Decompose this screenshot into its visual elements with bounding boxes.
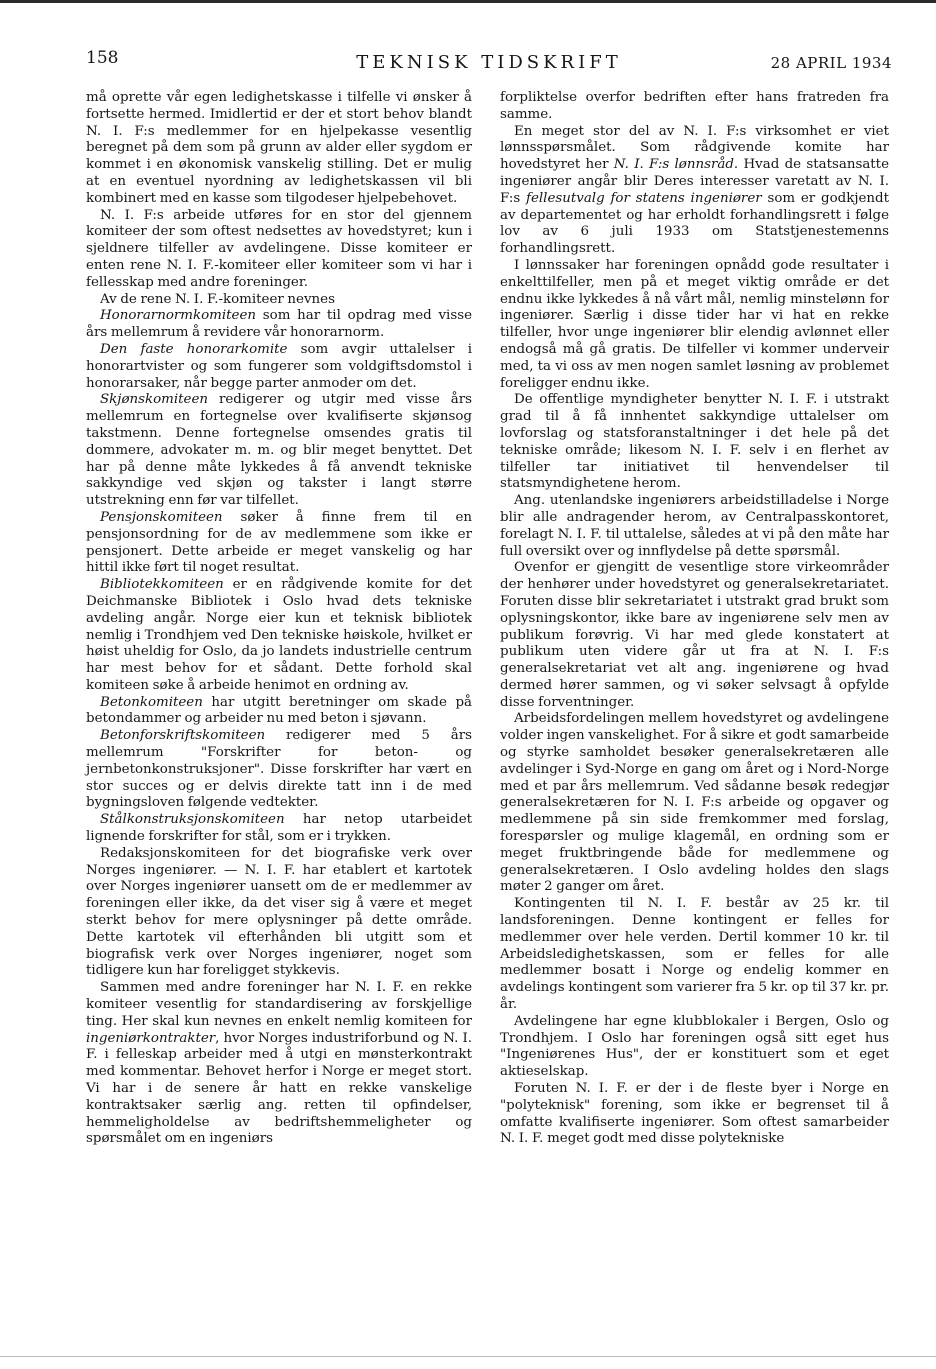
paragraph-text: En meget stor del av N. I. F:s virksomhet er viet lønnsspørsmålet. Som rådgivende komite har hovedstyret her <box>500 123 889 173</box>
italic-term: Betonforskriftskomiteen <box>100 728 266 744</box>
paragraph-text: Av de rene N. I. F.-komiteer nevnes <box>100 291 335 307</box>
paragraph <box>500 896 889 1014</box>
italic-term: Stålkonstruksjonskomiteen <box>100 812 285 828</box>
paragraph-text: Hvad de statsansatte ingeniører angår blir Deres interesser varetatt av N. I. F:s <box>500 157 889 206</box>
right-text-column <box>500 90 889 1148</box>
paragraph-text: redigerer og utgir med visse års mellemrum en fortegnelse over kvalifiserte skjønsog takstmenn. Denne fortegnelse omsendes gratis til dommere, advokater m. m. og blir meget benyttet. Det har på denne måte lykkedes å få anvendt tekniske sakkyndige ved skjøn og takster i langt større utstrekning enn før var tilfellet. <box>86 392 472 509</box>
paragraph <box>86 577 472 695</box>
paragraph <box>500 560 889 711</box>
paragraph-text: Ang. utenlandske ingeniørers arbeidstilladelse i Norge blir alle andragender herom, av Centralpasskontoret, forelagt N. I. F. til uttalelse, således at vi på den måte har full oversikt over og innflydelse på dette spørsmål. <box>500 493 889 559</box>
paragraph-text: Redaksjonskomiteen for det biografiske verk over Norges ingeniører. — N. I. F. har etablert et kartotek over Norges ingeniører uansett om de er medlemmer av foreningen eller ikke, da det viser sig å være et meget sterkt behov for mere oplysninger på dette område. Dette kartotek vil efterhånden bli utgitt som et biografisk verk over Norges ingeniører, noget som tidligere kun har foreligget stykkevis. <box>86 845 472 979</box>
paragraph <box>86 846 472 980</box>
paragraph <box>86 392 472 510</box>
paragraph-text: Kontingenten til N. I. F. består av 25 kr. til landsforeningen. Denne kontingent er felles for medlemmer over hele verden. Dertil kommer 10 kr. til Arbeidsledighetskassen, som er felles for alle medlemmer bosatt i Norge og endelig kommer en avdelings kontingent som varierer fra 5 kr. op til 37 kr. pr. år. <box>500 896 889 1013</box>
paragraph <box>500 258 889 392</box>
paragraph-text: er en rådgivende komite for det Deichmanske Bibliotek i Oslo hvad dets tekniske avdeling angår. Norge eier kun et teknisk bibliotek nemlig i Trondhjem ved Den tekniske høiskole, hvilket er høist uheldig for Oslo, da jo landets industrielle centrum har mest behov for et sådant. Dette forhold skal komiteen søke å arbeide henimot en ordning av. <box>86 577 472 693</box>
paragraph <box>86 980 472 1148</box>
top-rule <box>0 0 936 3</box>
paragraph <box>500 392 889 493</box>
left-text-column <box>86 90 472 1148</box>
paragraph <box>86 90 472 208</box>
paragraph <box>500 711 889 896</box>
paragraph-text: som avgir uttalelser i honorartvister og som fungerer som voldgiftsdomstol i honorarsaker, når begge parter anmoder om det. <box>86 341 472 391</box>
paragraph <box>86 208 472 292</box>
paragraph <box>86 812 472 846</box>
italic-term: Pensjonskomiteen <box>100 509 223 525</box>
paragraph <box>500 493 889 560</box>
paragraph-text: som er godkjendt av departementet og har erholdt forhandlingsrett i følge lov av 6 juli 1933 om Statstjenestemenns forhandlingsrett. <box>500 190 889 257</box>
italic-term: Skjønskomiteen <box>100 392 209 408</box>
paragraph-text: I lønnssaker har foreningen opnådd gode resultater i enkelttilfeller, men på et meget viktig område er det endnu ikke lykkedes å nå vårt mål, nemlig minstelønn for ingeniører. Særlig i disse tider har vi hat en rekke tilfeller, hvor unge ingeniører blir elendig avlønnet eller endogså må gå gratis. De tilfeller vi kommer underveir med, ta vi oss av men nogen samlet løsning av problemet foreligger endnu ikke. <box>500 257 889 391</box>
paragraph <box>500 1014 889 1081</box>
paragraph <box>86 292 472 309</box>
paragraph-text: N. I. F:s arbeide utføres for en stor del gjennem komiteer der som oftest nedsettes av hovedstyret; kun i sjeldnere tilfeller av avdelingene. Disse komiteer er enten rene N. I. F.-komiteer eller komiteer som vi har i fellesskap med andre foreninger. <box>86 207 472 290</box>
italic-term: fellesutvalg for statens ingeniører <box>526 190 762 206</box>
italic-term: ingeniørkontrakter <box>86 1030 216 1046</box>
italic-term: Honorarnormkomiteen <box>100 308 257 324</box>
paragraph <box>86 728 472 812</box>
italic-term: Den faste honorarkomite <box>100 341 288 357</box>
italic-term: Betonkomiteen <box>100 694 203 710</box>
paragraph-text: Arbeidsfordelingen mellem hovedstyret og avdelingene volder ingen vanskelighet. For å sikre et godt samarbeide og styrke samholdet besøker generalsekretæren alle avdelinger i Syd-Norge en gang om året og i Nord-Norge med et par års mellemrum. Ved sådanne besøk redegjør generalsekretæren for N. I. F:s arbeide og opgaver og medlemmene på sin side fremkommer med forslag, forespørsler og mulige klagemål, en ordning som er meget fruktbringende både for medlemmene og generalsekretæren. I Oslo avdeling holdes den slags møter 2 ganger om året. <box>500 711 889 895</box>
italic-term: N. I. F:s lønnsråd. <box>613 157 739 173</box>
italic-term: Bibliotekkomiteen <box>100 577 224 593</box>
paragraph-text: , hvor Norges industriforbund og N. I. F. i felleskap arbeider med å utgi en mønsterkontrakt med kommentar. Behovet herfor i Norge er meget stort. Vi har i de senere år hatt en rekke vanskelige kontraktsaker særlig ang. retten til opfindelser, hemmeligholdelse av bedriftshemmeligheter og spørsmålet om en ingeniørs <box>86 1030 472 1147</box>
paragraph <box>500 1081 889 1148</box>
page-number: 158 <box>86 48 119 68</box>
paragraph-text: Avdelingene har egne klubblokaler i Bergen, Oslo og Trondhjem. I Oslo har foreningen også sitt eget hus "Ingeniørenes Hus", der er konstituert som et eget aktieselskap. <box>500 1013 889 1080</box>
paragraph-text: har netop utarbeidet lignende forskrifter for stål, som er i trykken. <box>86 812 472 845</box>
paragraph-text: Sammen med andre foreninger har N. I. F. en rekke komiteer vesentlig for standardisering av forskjellige ting. Her skal kun nevnes en enkelt nemlig komiteen for <box>86 980 472 1029</box>
paragraph <box>500 90 889 124</box>
paragraph-text: som har til opdrag med visse års mellemrum å revidere vår honorarnorm. <box>86 308 472 341</box>
journal-title: TEKNISK TIDSKRIFT <box>356 52 622 73</box>
paragraph-text: Ovenfor er gjengitt de vesentlige store virkeområder der henhører under hovedstyret og generalsekretariatet. Foruten disse blir sekretariatet i utstrakt grad brukt som oplysningskontor, ikke bare av ingeniørene selv men av publikum forøvrig. Vi har med glede konstatert at publikum uten videre går ut fra at N. I. F:s generalsekretariat vet alt ang. ingeniørene og hvad dermed hører sammen, og vi søker selvsagt å opfylde disse forventninger. <box>500 560 889 710</box>
paragraph <box>86 695 472 729</box>
paragraph-text: De offentlige myndigheter benytter N. I. F. i utstrakt grad til å få innhentet sakkyndige uttalelser om lovforslag og statsforanstaltninger i det hele på det tekniske område; likesom N. I. F. selv i en flerhet av tilfeller tar initiativet til henvendelser til statsmyndighetene herom. <box>500 392 889 492</box>
bottom-rule <box>0 1356 936 1357</box>
paragraph-text: har utgitt beretninger om skade på betondammer og arbeider nu med beton i sjøvann. <box>86 694 472 727</box>
paragraph-text: søker å finne frem til en pensjonsordning for de av medlemmene som ikke er pensjonert. Dette arbeide er meget vanskelig og har hittil ikke ført til noget resultat. <box>86 509 472 576</box>
paragraph <box>86 342 472 392</box>
paragraph <box>500 124 889 258</box>
page-header <box>86 44 892 74</box>
paragraph-text: forpliktelse overfor bedriften efter hans fratreden fra samme. <box>500 90 889 122</box>
paragraph <box>86 510 472 577</box>
paragraph-text: Foruten N. I. F. er der i de fleste byer i Norge en "polyteknisk" forening, som ikke er begrenset til å omfatte kvalifiserte ingeniører. Som oftest samarbeider N. I. F. meget godt med disse polytekniske <box>500 1081 889 1147</box>
issue-date: 28 APRIL 1934 <box>770 54 892 72</box>
paragraph-text: må oprette vår egen ledighetskasse i tilfelle vi ønsker å fortsette hermed. Imidlertid er der et stort behov blandt N. I. F:s medlemmer for en hjelpekasse vesentlig beregnet på dem som på grunn av alder eller sygdom er kommet i en økonomisk vanskelig stilling. Det er mulig at en eventuel nyordning av ledighetskassen vil bli kombinert med en kasse som tilgodeser hjelpebehovet. <box>86 90 472 206</box>
paragraph <box>86 308 472 342</box>
paragraph-text: redigerer med 5 års mellemrum "Forskrifter for beton- og jernbetonkonstruksjoner". Disse forskrifter har vært en stor succes og er delvis direkte tatt inn i de med bygningsloven følgende vedtekter. <box>86 728 472 811</box>
